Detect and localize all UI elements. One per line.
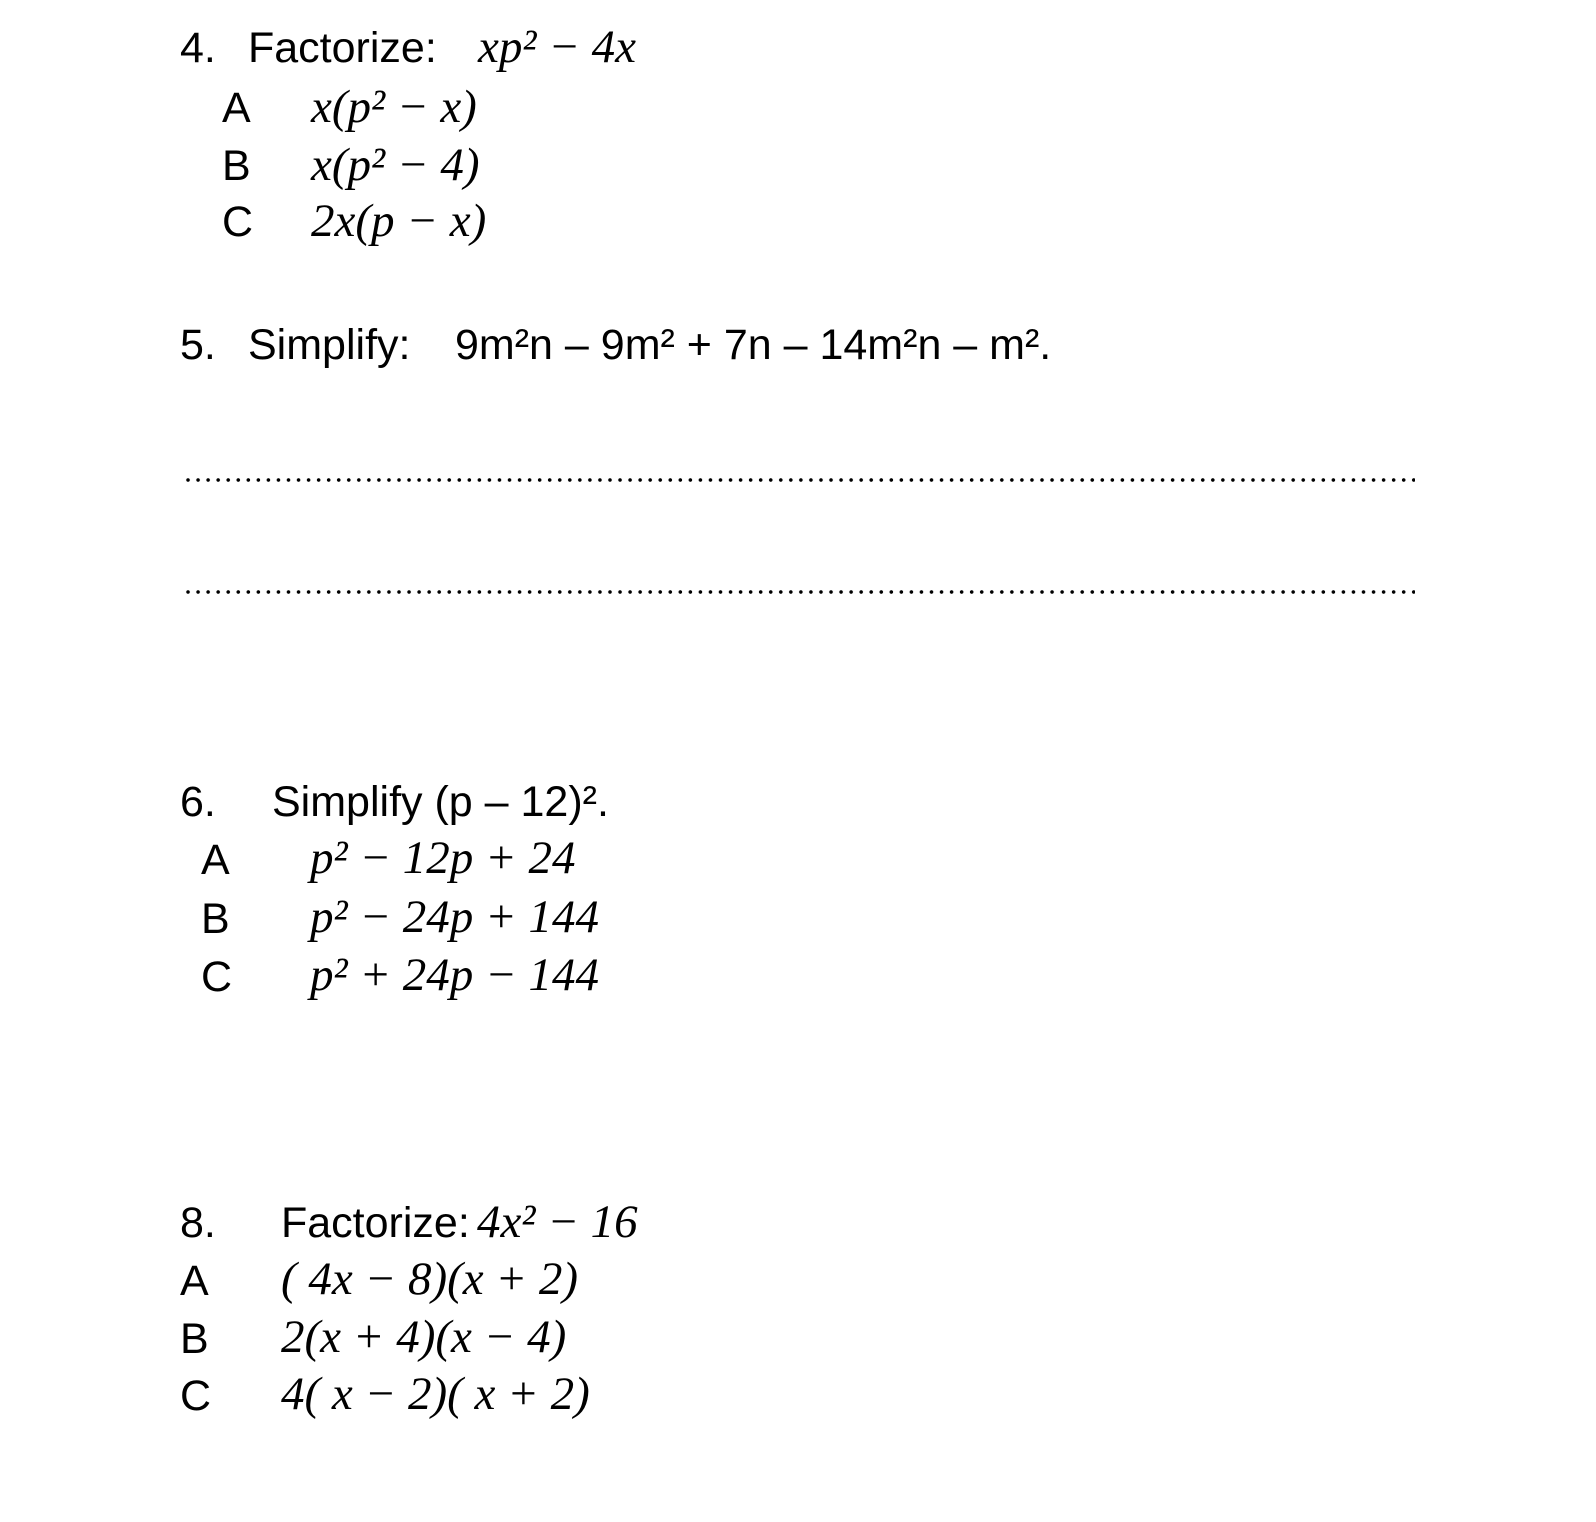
question-expression: xp² − 4x — [478, 21, 637, 73]
option-text: p² − 24p + 144 — [310, 891, 600, 943]
option-text: ( 4x − 8)(x + 2) — [281, 1253, 579, 1305]
question-prompt: Factorize: — [281, 1199, 470, 1247]
option-letter: B — [222, 142, 251, 190]
answer-line[interactable] — [183, 589, 1415, 595]
option-text: x(p² − 4) — [311, 139, 480, 191]
option-letter: C — [222, 198, 254, 246]
option-letter: A — [180, 1257, 209, 1305]
option-text: 2x(p − x) — [311, 195, 487, 247]
option-text: 2(x + 4)(x − 4) — [281, 1311, 567, 1363]
question-expression: 9m²n – 9m² + 7n – 14m²n – m². — [455, 321, 1052, 369]
question-number: 6. — [180, 778, 216, 826]
option-letter: C — [180, 1372, 212, 1420]
question-number: 4. — [180, 24, 216, 72]
question-number: 8. — [180, 1199, 216, 1247]
question-number: 5. — [180, 321, 216, 369]
option-letter: A — [201, 836, 230, 884]
question-prompt: Simplify: — [248, 321, 411, 369]
answer-line[interactable] — [183, 477, 1415, 483]
option-letter: C — [201, 953, 233, 1001]
option-text: p² − 12p + 24 — [310, 832, 576, 884]
option-text: x(p² − x) — [311, 81, 477, 133]
option-text: 4( x − 2)( x + 2) — [281, 1368, 590, 1420]
option-text: p² + 24p − 144 — [310, 949, 600, 1001]
option-letter: B — [201, 895, 230, 943]
question-prompt: Factorize: — [248, 24, 437, 72]
option-letter: A — [222, 84, 251, 132]
option-letter: B — [180, 1315, 209, 1363]
question-prompt: Simplify (p – 12)². — [272, 778, 609, 826]
question-expression: 4x² − 16 — [477, 1196, 638, 1248]
